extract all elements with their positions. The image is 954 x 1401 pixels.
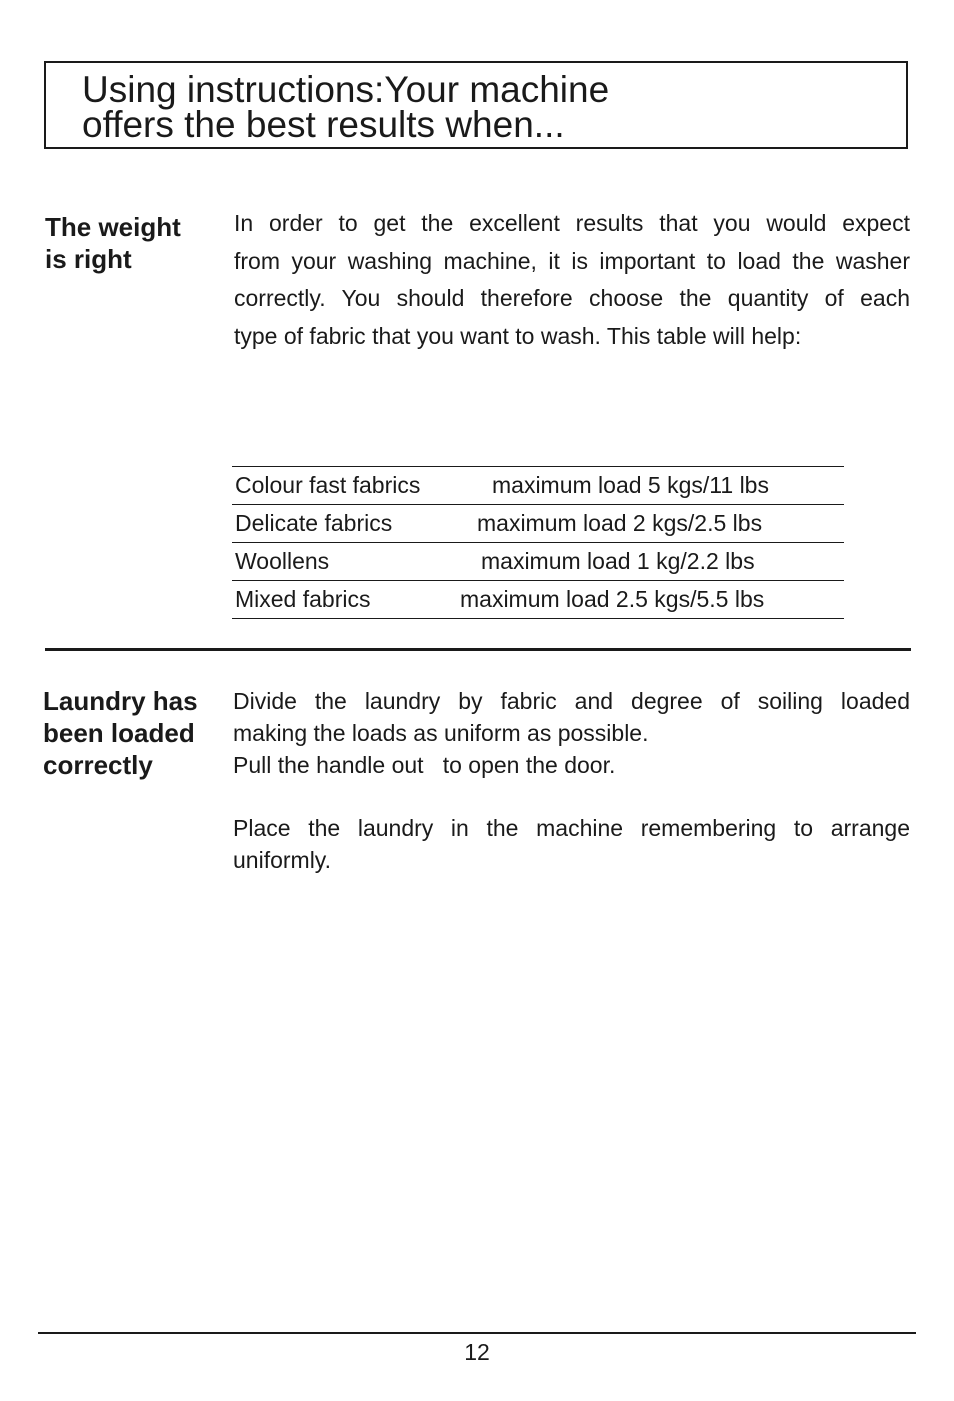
fabric-cell: Woollens [235,548,330,574]
fabric-cell: Colour fast fabrics [235,472,421,498]
page-title-line-1: Using instructions:Your machine [82,69,610,110]
weight-intro-line: In order to get the excellent results that you would expect [234,210,910,236]
page-number: 12 [464,1339,490,1365]
loading-line: Place the laundry in the machine remembering to arrange [233,815,910,841]
load-cell: maximum load 5 kgs/11 lbs [492,472,769,498]
footer-rule [38,1332,916,1334]
weight-intro-paragraph [234,205,910,355]
table-row [232,543,844,581]
section-heading-loading-line-1: Laundry has [43,686,198,716]
page-title-box [44,61,908,149]
loading-line: uniformly. [233,847,331,873]
section-heading-loading [43,685,198,781]
table-row [232,467,844,505]
section-heading-weight-line-1: The weight [45,212,181,242]
page-title-line-2: offers the best results when... [82,104,565,145]
table-row [232,581,844,619]
weight-intro-line: type of fabric that you want to wash. This table will help: [234,322,802,349]
section-heading-weight [45,211,181,275]
loading-line: Divide the laundry by fabric and degree of soiling loaded [233,688,910,714]
fabric-cell: Delicate fabrics [235,510,393,536]
section-divider [45,648,911,651]
loading-line: making the loads as uniform as possible. [233,720,649,746]
load-cell: maximum load 2.5 kgs/5.5 lbs [460,586,765,612]
loading-paragraph-2 [233,812,910,876]
loading-paragraph-1 [233,685,910,781]
load-table [232,466,844,619]
weight-intro-line: correctly. You should therefore choose the quantity of each [234,285,910,311]
section-heading-loading-line-2: been loaded [43,718,195,748]
fabric-cell: Mixed fabrics [235,586,371,612]
loading-line: Pull the handle out to open the door. [233,752,616,778]
table-row [232,505,844,543]
section-heading-weight-line-2: is right [45,244,132,274]
load-cell: maximum load 1 kg/2.2 lbs [481,548,755,574]
load-cell: maximum load 2 kgs/2.5 lbs [477,510,763,536]
section-heading-loading-line-3: correctly [43,750,153,780]
weight-intro-line: from your washing machine, it is important to load the washer [234,247,910,274]
